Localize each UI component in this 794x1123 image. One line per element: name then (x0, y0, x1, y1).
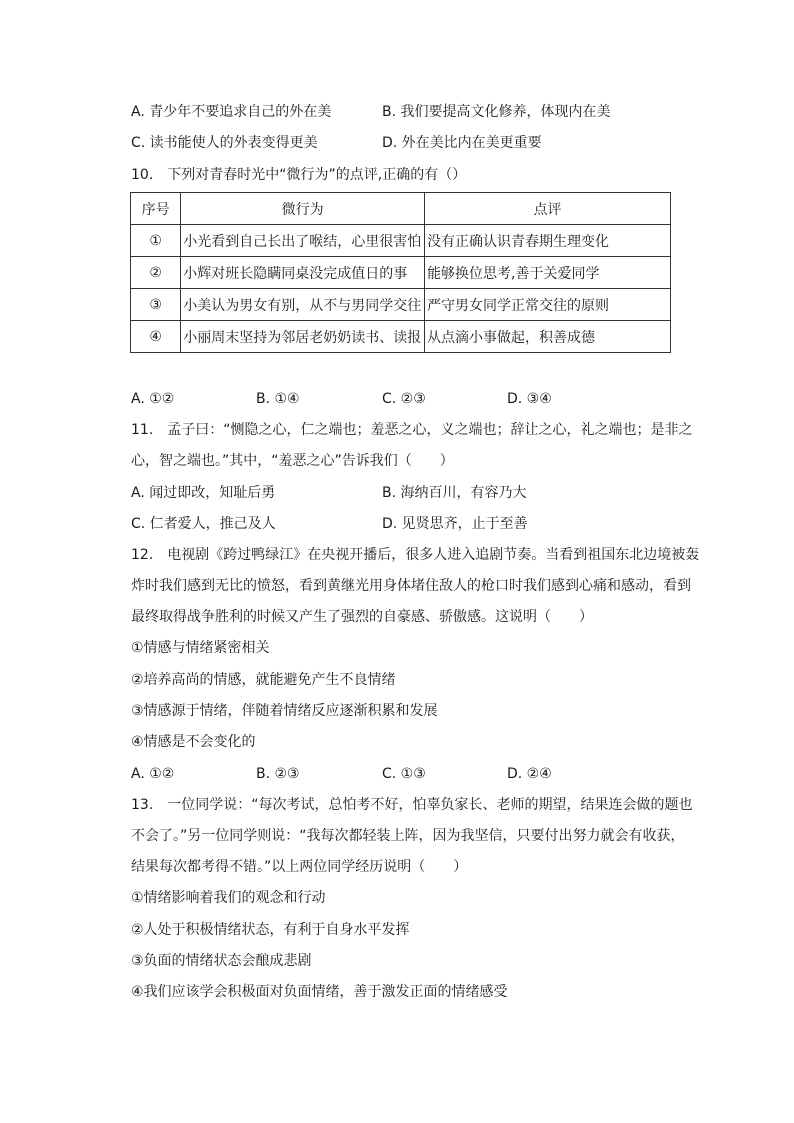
q9-option-a: A. 青少年不要追求自己的外在美 (131, 104, 332, 120)
q10-table (130, 192, 671, 353)
q9-option-d: D. 外在美比内在美更重要 (382, 135, 542, 151)
q10-option-a: A. ①② (131, 391, 175, 407)
q10-stem: 10. 下列对青春时光中“微行为”的点评,正确的有（） (131, 167, 467, 183)
q10-option-b: B. ①④ (256, 391, 300, 407)
row-index: ① (131, 225, 181, 257)
table-header-row (131, 193, 671, 225)
q11-option-d: D. 见贤思齐，止于至善 (382, 516, 528, 532)
q13-statement: ②人处于积极情绪状态，有利于自身水平发挥 (131, 922, 410, 938)
q12-statement: ②培养高尚的情感，就能避免产生不良情绪 (131, 672, 396, 688)
q11-option-a: A. 闻过即改，知耻后勇 (131, 485, 276, 501)
q12-statement: ③情感源于情绪，伴随着情绪反应逐渐积累和发展 (131, 703, 438, 719)
q13-statement: ③负面的情绪状态会酿成悲剧 (131, 953, 312, 969)
q12-stem-line: 炸时我们感到无比的愤怒，看到黄继光用身体堵住敌人的枪口时我们感到心痛和感动，看到 (131, 578, 691, 594)
table-row (131, 289, 671, 321)
q13-stem-line: 13. 一位同学说：“每次考试，总怕考不好，怕辜负家长、老师的期望，结果连会做的题也 (131, 797, 693, 813)
q12-option-d: D. ②④ (507, 766, 552, 782)
q12-statement: ①情感与情绪紧密相关 (131, 640, 270, 656)
row-index: ④ (131, 321, 181, 353)
q9-option-b: B. 我们要提高文化修养，体现内在美 (382, 104, 611, 120)
q12-option-a: A. ①② (131, 766, 175, 782)
row-index: ③ (131, 289, 181, 321)
table-row (131, 225, 671, 257)
row-behavior: 小丽周末坚持为邻居老奶奶读书、读报 (181, 321, 425, 353)
row-comment: 能够换位思考,善于关爱同学 (425, 257, 671, 289)
q11-option-c: C. 仁者爱人，推己及人 (131, 516, 276, 532)
row-behavior: 小美认为男女有别，从不与男同学交往 (181, 289, 425, 321)
q10-option-d: D. ③④ (507, 391, 552, 407)
row-behavior: 小辉对班长隐瞒同桌没完成值日的事 (181, 257, 425, 289)
header-index: 序号 (131, 193, 181, 225)
q13-stem-line: 不会了。”另一位同学则说：“我每次都轻装上阵，因为我坚信，只要付出努力就会有收获， (131, 828, 685, 844)
header-behavior: 微行为 (181, 193, 425, 225)
q13-stem-line: 结果每次都考得不错。”以上两位同学经历说明（ ） (131, 859, 468, 875)
q12-option-b: B. ②③ (256, 766, 300, 782)
q12-option-c: C. ①③ (382, 766, 426, 782)
q10-option-c: C. ②③ (382, 391, 426, 407)
row-index: ② (131, 257, 181, 289)
header-comment: 点评 (425, 193, 671, 225)
q11-stem-line: 心，智之端也。”其中，“羞恶之心”告诉我们（ ） (131, 453, 454, 469)
q11-stem-line: 11. 孟子曰：“恻隐之心，仁之端也；羞恶之心，义之端也；辞让之心，礼之端也；是非之 (131, 422, 693, 438)
row-comment: 没有正确认识青春期生理变化 (425, 225, 671, 257)
row-comment: 从点滴小事做起，积善成德 (425, 321, 671, 353)
q12-stem-line: 最终取得战争胜利的时候又产生了强烈的自豪感、骄傲感。这说明（ ） (131, 609, 593, 625)
q11-option-b: B. 海纳百川，有容乃大 (382, 485, 527, 501)
q9-option-c: C. 读书能使人的外表变得更美 (131, 135, 318, 151)
row-comment: 严守男女同学正常交往的原则 (425, 289, 671, 321)
q12-statement: ④情感是不会变化的 (131, 734, 256, 750)
q13-statement: ④我们应该学会积极面对负面情绪，善于激发正面的情绪感受 (131, 984, 508, 1000)
table-row (131, 257, 671, 289)
table-row (131, 321, 671, 353)
q13-statement: ①情绪影响着我们的观念和行动 (131, 890, 326, 906)
q12-stem-line: 12. 电视剧《跨过鸭绿江》在央视开播后，很多人进入追剧节奏。当看到祖国东北边境被轰 (131, 547, 700, 563)
row-behavior: 小光看到自己长出了喉结，心里很害怕 (181, 225, 425, 257)
